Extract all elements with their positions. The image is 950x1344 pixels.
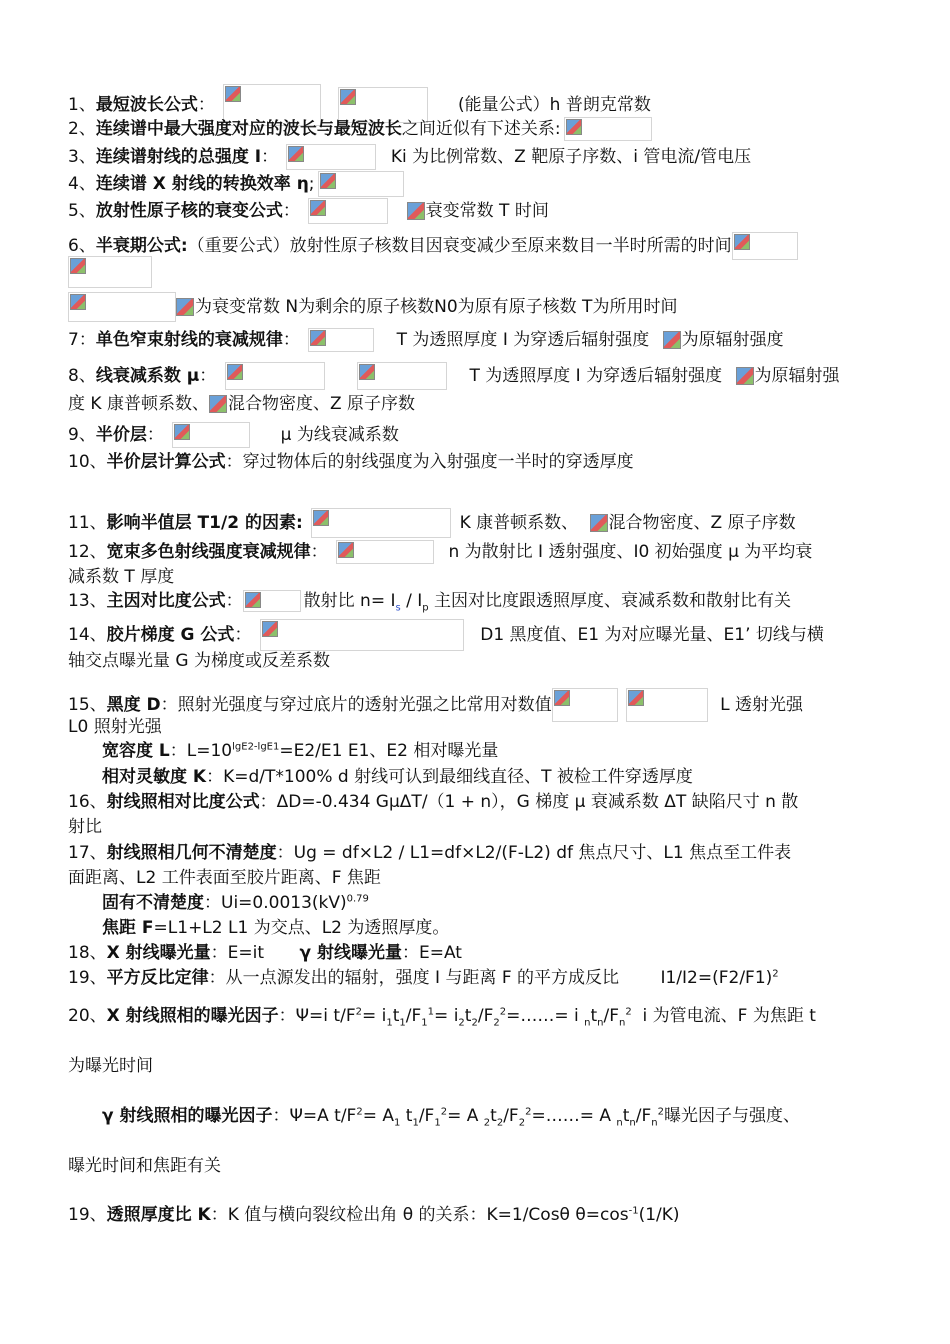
- line-15b: L0 照射光强: [68, 717, 162, 737]
- formula-image: [243, 590, 301, 612]
- formula-image: [318, 171, 404, 197]
- line-20b: 为曝光时间: [68, 1056, 153, 1076]
- line-focal: 焦距 F=L1+L2 L1 为交点、L2 为透照厚度。: [102, 918, 450, 938]
- rho-image-icon: [590, 514, 608, 532]
- line-3: 3、连续谱射线的总强度 I： Ki 为比例常数、Z 靶原子序数、i 管电流/管电压: [68, 144, 751, 170]
- formula-image: [626, 688, 708, 722]
- line-6b: 为衰变常数 N为剩余的原子核数N0为原有原子核数 T为所用时间: [68, 292, 677, 322]
- line-6: 6、半衰期公式:（重要公式）放射性原子核数目因衰变减少至原来数目一半时所需的时间: [68, 232, 798, 260]
- line-latitude: 宽容度 L：$L=10^{lgE2-lgE1}=E2/E1$ E1、E2 相对曝光量: [102, 741, 499, 761]
- line-9: 9、半价层： μ 为线衰减系数: [68, 422, 399, 448]
- formula-image: [732, 232, 798, 260]
- i0-image-icon: [736, 367, 754, 385]
- formula-image: [311, 508, 451, 538]
- line-7: 7：单色窄束射线的衰减规律： T 为透照厚度 I 为穿透后辐射强度 为原辐射强度: [68, 330, 784, 350]
- formula-image: [286, 144, 376, 170]
- line-17b: 面距离、L2 工件表面至胶片距离、F 焦距: [68, 868, 381, 888]
- line-14: 14、胶片梯度 G 公式： D1 黑度值、E1 为对应曝光量、E1’ 切线与横: [68, 619, 824, 651]
- formula-title: 最短波长公式: [95, 95, 198, 115]
- line-16: 16、射线照相对比度公式：ΔD=-0.434 GμΔT/（1 + n），G 梯度 μ 衰减系数 ΔT 缺陷尺寸 n 散: [68, 792, 799, 812]
- line-14b: 轴交点曝光量 G 为梯度或反差系数: [68, 651, 330, 671]
- line-15: 15、黑度 D：照射光强度与穿过底片的透射光强之比常用对数值 L 透射光强: [68, 688, 803, 722]
- line-19: 19、平方反比定律：从一点源发出的辐射，强度 I 与距离 F 的平方成反比 $I1/I2=(F2/F1)^2$: [68, 968, 779, 988]
- line-21b: 曝光时间和焦距有关: [68, 1156, 221, 1176]
- formula-image: [308, 328, 374, 352]
- formula-image: [336, 540, 434, 564]
- formula-image: [564, 117, 652, 141]
- line-1: 1、最短波长公式： (能量公式）h 普朗克常数: [68, 84, 651, 126]
- formula-image: [225, 362, 325, 390]
- rho-image-icon: [209, 395, 227, 413]
- line-thickness-ratio: 19、透照厚度比 K：K 值与横向裂纹检出角 θ 的关系：K=1/Cosθ $\theta=\cos^{-1}(1/K)$: [68, 1205, 680, 1225]
- formula-image: [68, 256, 152, 288]
- lambda-image-icon: [176, 298, 194, 316]
- line-5: 5、放射性原子核的衰变公式： 衰变常数 T 时间: [68, 198, 549, 224]
- line-20: 20、X 射线照相的曝光因子：Ψ=i $t/F^2= i_1t_1/F_1^1=$ $i_2t_2/F_2^2=\dots\dots= i$ $_nt_n/F_n^2$ i 为管电流、F 为焦距 t: [68, 1006, 816, 1029]
- line-4: 4、连续谱 X 射线的转换效率 η;: [68, 171, 407, 197]
- formula-image-block: [68, 256, 152, 288]
- line-sensitivity: 相对灵敏度 K：K=d/T*100% d 射线可认到最细线直径、T 被检工件穿透厚度: [102, 767, 693, 787]
- line-18: 18、X 射线曝光量：E=it γ 射线曝光量：E=At: [68, 943, 462, 963]
- lambda-image-icon: [407, 202, 425, 220]
- line-10: 10、半价层计算公式：穿过物体后的射线强度为入射强度一半时的穿透厚度: [68, 452, 634, 472]
- formula-image: [357, 362, 447, 390]
- line-gamma-exposure: γ 射线照相的曝光因子：Ψ=A $t/F^2= A_1$ $t_1/F_1^2= A$ $_2t_2/F_2^2=\dots\dots= A$ $_nt_n/F_n^2$曝光因子与强度、: [102, 1106, 800, 1129]
- i0-image-icon: [663, 331, 681, 349]
- formula-image: [260, 619, 464, 651]
- formula-image: [172, 422, 250, 448]
- line-11: 11、影响半值层 T1/2 的因素: K 康普顿系数、 混合物密度、Z 原子序数: [68, 508, 796, 538]
- line-8: 8、线衰减系数 μ： T 为透照厚度 I 为穿透后辐射强度 为原辐射强: [68, 362, 840, 390]
- line-12b: 减系数 T 厚度: [68, 567, 175, 587]
- line-12: 12、宽束多色射线强度衰减规律： n 为散射比 I 透射强度、I0 初始强度 μ 为平均衰: [68, 542, 813, 562]
- formula-image: [68, 292, 176, 322]
- line-inherent: 固有不清楚度：Ui=0.0013(kV)$^{0.79}$: [102, 893, 369, 913]
- line-16b: 射比: [68, 817, 102, 837]
- line-8b: 度 K 康普顿系数、 混合物密度、Z 原子序数: [68, 394, 416, 414]
- line-13: 13、主因对比度公式： 散射比 $n= I_s / I_p$ 主因对比度跟透照厚度、衰减系数和散射比有关: [68, 591, 792, 614]
- line-2: 2、连续谱中最大强度对应的波长与最短波长之间近似有下述关系:: [68, 117, 655, 141]
- formula-image: [308, 198, 388, 224]
- line-17: 17、射线照相几何不清楚度：Ug = df×L2 / L1=df×L2/(F-L2) df 焦点尺寸、L1 焦点至工件表: [68, 843, 792, 863]
- formula-image: [552, 688, 618, 722]
